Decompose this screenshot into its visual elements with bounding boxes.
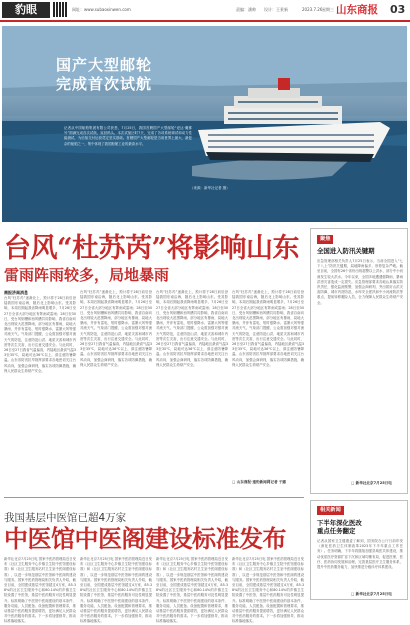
tcm-body-col2: 新华社北京7月25日电 国家中医药管理局近日发布《社区卫生服务中心乡镇卫生院中医馆建设标准》和《社区卫生服务站村卫生室中医阁建设标准》，以进一步规范基层中医馆和中医阁的建设与服务。国家中医药管理局相关负责人介绍，截至目前，全国建成基层中医馆超过4万家，85.38%的社区卫生服务中心和80.14%的乡镇卫生院设置了中医馆，基层中医药服务可及性明显提升。标准明确了中医馆中医阁建设的基本条件、服务功能、人员配备、设备配置和管理要求，推动基层中医药服务提质增效，更好满足人民群众对中医药服务的需求。下一步将加强督导，推动标准落地落实。 bbox=[80, 557, 152, 624]
tcm-body-col1: 新华社北京7月25日电 国家中医药管理局近日发布《社区卫生服务中心乡镇卫生院中医馆建设标准》和《社区卫生服务站村卫生室中医阁建设标准》，以进一步规范基层中医馆和中医阁的建设与服务。国家中医药管理局相关负责人介绍，截至目前，全国建成基层中医馆超过4万家，85.38%的社区卫生服务中心和80.14%的乡镇卫生院设置了中医馆，基层中医药服务可及性明显提升。标准明确了中医馆中医阁建设的基本条件、服务功能、人员配备、设备配置和管理要求，推动基层中医药服务提质增效，更好满足人民群众对中医药服务的需求。下一步将加强督导，推动标准落地落实。 bbox=[4, 557, 76, 624]
medical-sidebar-tag: 相关新闻 bbox=[317, 506, 344, 515]
main-credit: □ 山东商报·速豹新闻网记者 于娜 bbox=[232, 480, 286, 484]
medical-sidebar-title-line1: 下半年深化医改 bbox=[317, 519, 362, 527]
designer-credit: 设计：王景新 bbox=[264, 7, 288, 12]
flood-sidebar bbox=[310, 228, 408, 494]
photo-headline-line2: 完成首次试航 bbox=[56, 75, 153, 93]
section-logo: 豹眼 bbox=[2, 2, 50, 18]
tcm-body-col3: 新华社北京7月25日电 国家中医药管理局近日发布《社区卫生服务中心乡镇卫生院中医馆建设标准》和《社区卫生服务站村卫生室中医阁建设标准》，以进一步规范基层中医馆和中医阁的建设与服务。国家中医药管理局相关负责人介绍，截至目前，全国建成基层中医馆超过4万家，85.38%的社区卫生服务中心和80.14%的乡镇卫生院设置了中医馆，基层中医药服务可及性明显提升。标准明确了中医馆中医阁建设的基本条件、服务功能、人员配备、设备配置和管理要求，推动基层中医药服务提质增效，更好满足人民群众对中医药服务的需求。下一步将加强督导，推动标准落地落实。 bbox=[156, 557, 228, 624]
issue-date: 2023.7.26 bbox=[302, 7, 323, 12]
photo-headline-line1: 国产大型邮轮 bbox=[56, 56, 153, 74]
photo-credit: （来源：新华社记者 摄） bbox=[190, 186, 230, 190]
section-divider bbox=[4, 497, 304, 498]
editor-credit: 责编：潘帅 bbox=[236, 7, 256, 12]
flood-sidebar-credit: □ 新华社北京7月25日电 bbox=[351, 481, 392, 485]
site-url: 网址：www.subaoxinwen.com bbox=[72, 7, 131, 12]
main-subheadline: 雷雨阵雨较多，局地暴雨 bbox=[4, 266, 170, 284]
flood-sidebar-body: 应急管理部相关负责人7月25日表示，当前全国进入“七下八上”防汛关键期，局地降雨偏多，形势复杂严峻。截至目前，全国有26个省份出现超警以上洪水，部分中小河流发生较大洪水。今年以来，全国多地遭遇强降雨，暴雨洪涝灾害造成一定损失。应急管理部要求各地认真落实防汛责任，强化监测预警，加强会商研判，突出抓好山洪灾害防御、城市内涝防范、水库安全度汛和中小河流防洪等重点，提前转移避险人员，全力保障人民群众生命财产安全。 bbox=[317, 259, 403, 305]
medical-sidebar-body: 记者从国家卫生健康委了解到，国务院办公厅日前印发《深化医药卫生体制改革2023年下半年重点工作任务》。任务明确，下半年将继续加强县域医共体建设，推动优质医疗资源扩容下沉和区域均衡布局，促进医保、医疗、医药协同发展和治理，完善基层医疗卫生服务体系，提升中医药服务能力，加快推进分级诊疗体系建设。 bbox=[317, 539, 403, 570]
page-number: 03 bbox=[390, 3, 406, 16]
tcm-body-col4: 新华社北京7月25日电 国家中医药管理局近日发布《社区卫生服务中心乡镇卫生院中医馆建设标准》和《社区卫生服务站村卫生室中医阁建设标准》，以进一步规范基层中医馆和中医阁的建设与服务。国家中医药管理局相关负责人介绍，截至目前，全国建成基层中医馆超过4万家，85.38%的社区卫生服务中心和80.14%的乡镇卫生院设置了中医馆，基层中医药服务可及性明显提升。标准明确了中医馆中医阁建设的基本条件、服务功能、人员配备、设备配置和管理要求，推动基层中医药服务提质增效，更好满足人民群众对中医药服务的需求。下一步将加强督导，推动标准落地落实。 bbox=[232, 557, 304, 624]
main-body-col1: 台风“杜苏芮”逐渐北上，预计将于28日前后登陆我国东南沿海，随后北上影响山东。受其影响，本周后期起我省降雨明显增多，7月26日至27日全省大部分地区有阵雨或雷雨；28日至30日，受台风倒槽和西风槽共同影响，我省自南向北出现较大范围降雨，部分地区有暴雨，局地大暴雨，并伴有雷电、短时强降水、雷暴大风等强对流天气。气象部门提醒，公众需加强对强对流天气的防范，注意防范山洪、地质灾害和城市内涝等次生灾害，出行注意交通安全。与此同时，26日至27日我省气温偏高，内陆地区最高气温33至35℃，局地可达36℃以上，请注意防暑降温。山东省防汛抗旱指挥部要求各地密切关注台风动向，加强会商研判，落实各项防御措施，确保人民群众生命财产安全。 bbox=[4, 296, 76, 373]
main-body-col4: 台风“杜苏芮”逐渐北上，预计将于28日前后登陆我国东南沿海，随后北上影响山东。受其影响，本周后期起我省降雨明显增多，7月26日至27日全省大部分地区有阵雨或雷雨；28日至30日，受台风倒槽和西风槽共同影响，我省自南向北出现较大范围降雨，部分地区有暴雨，局地大暴雨，并伴有雷电、短时强降水、雷暴大风等强对流天气。气象部门提醒，公众需加强对强对流天气的防范，注意防范山洪、地质灾害和城市内涝等次生灾害，出行注意交通安全。与此同时，26日至27日我省气温偏高，内陆地区最高气温33至35℃，局地可达36℃以上，请注意防暑降温。山东省防汛抗旱指挥部要求各地密切关注台风动向，加强会商研判，落实各项防御措施，确保人民群众生命财产安全。 bbox=[232, 290, 304, 367]
photo-headline bbox=[56, 56, 152, 94]
paper-name: 山东商报 bbox=[336, 4, 378, 16]
page-header bbox=[0, 0, 410, 20]
tcm-headline: 中医馆中医阁建设标准发布 bbox=[4, 524, 286, 553]
flood-sidebar-title: 全国进入防汛关键期 bbox=[317, 247, 375, 255]
main-headline: 台风“杜苏芮”将影响山东 bbox=[4, 233, 300, 264]
main-body-col2: 台风“杜苏芮”逐渐北上，预计将于28日前后登陆我国东南沿海，随后北上影响山东。受其影响，本周后期起我省降雨明显增多，7月26日至27日全省大部分地区有阵雨或雷雨；28日至30日，受台风倒槽和西风槽共同影响，我省自南向北出现较大范围降雨，部分地区有暴雨，局地大暴雨，并伴有雷电、短时强降水、雷暴大风等强对流天气。气象部门提醒，公众需加强对强对流天气的防范，注意防范山洪、地质灾害和城市内涝等次生灾害，出行注意交通安全。与此同时，26日至27日我省气温偏高，内陆地区最高气温33至35℃，局地可达36℃以上，请注意防暑降温。山东省防汛抗旱指挥部要求各地密切关注台风动向，加强会商研判，落实各项防御措施，确保人民群众生命财产安全。 bbox=[80, 290, 152, 367]
qr-code-icon bbox=[53, 2, 68, 17]
tcm-subheadline: 我国基层中医馆已超4万家 bbox=[4, 512, 127, 524]
main-body-col3: 台风“杜苏芮”逐渐北上，预计将于28日前后登陆我国东南沿海，随后北上影响山东。受其影响，本周后期起我省降雨明显增多，7月26日至27日全省大部分地区有阵雨或雷雨；28日至30日，受台风倒槽和西风槽共同影响，我省自南向北出现较大范围降雨，部分地区有暴雨，局地大暴雨，并伴有雷电、短时强降水、雷暴大风等强对流天气。气象部门提醒，公众需加强对强对流天气的防范，注意防范山洪、地质灾害和城市内涝等次生灾害，出行注意交通安全。与此同时，26日至27日我省气温偏高，内陆地区最高气温33至35℃，局地可达36℃以上，请注意防暑降温。山东省防汛抗旱指挥部要求各地密切关注台风动向，加强会商研判，落实各项防御措施，确保人民群众生命财产安全。 bbox=[156, 290, 228, 367]
issue-weekday: 星期三 bbox=[322, 7, 334, 12]
medical-sidebar-title bbox=[317, 519, 362, 535]
flood-sidebar-tag: 聚焦 bbox=[317, 235, 333, 244]
medical-sidebar-title-line2: 重点任务翻定 bbox=[317, 527, 356, 535]
medical-sidebar-credit: □ 新华社北京7月25日电 bbox=[351, 592, 392, 596]
photo-caption: 记者从中国船舶集团有限公司获悉，7月25日，我国首艘国产大型邮轮“爱达·魔都号”圆满完成首次试航，返回码头。本次试航历时7天，完成了各项系统调试和动力性能测试，为后续交付运营奠定坚实基础。首艘国产大型邮轮是当前世界上最大、最复杂的船舶之一，集中体现了我国船舶工业的最高水平。 bbox=[64, 126, 192, 146]
main-byline: 商报济南消息 bbox=[4, 290, 28, 295]
header-divider bbox=[0, 20, 410, 22]
medical-reform-sidebar bbox=[310, 500, 408, 600]
